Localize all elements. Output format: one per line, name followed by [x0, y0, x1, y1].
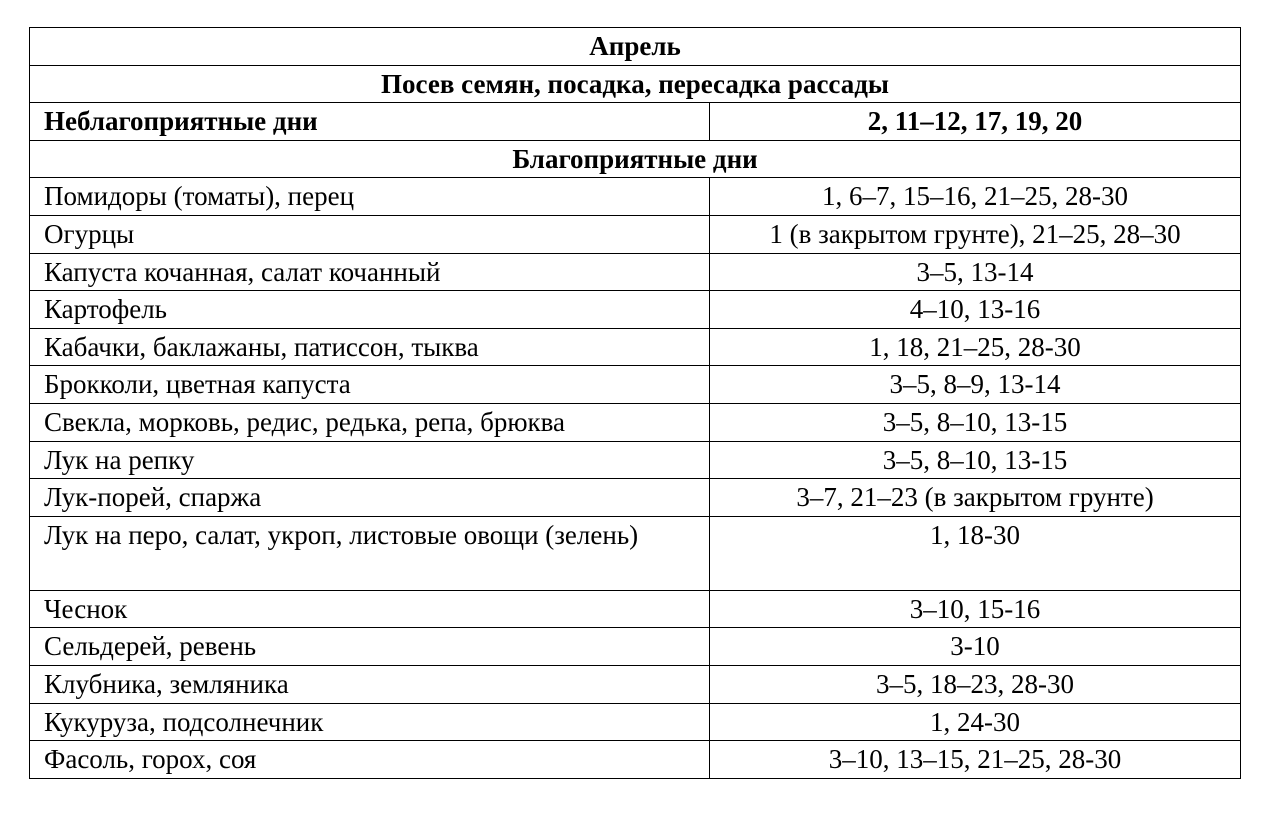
month-row — [30, 28, 1241, 66]
table-row — [30, 178, 1241, 216]
table-row — [30, 328, 1241, 366]
crop-days: 1, 6–7, 15–16, 21–25, 28-30 — [710, 178, 1241, 216]
crop-name: Огурцы — [30, 215, 710, 253]
crop-days: 3–5, 18–23, 28-30 — [710, 665, 1241, 703]
crop-name: Картофель — [30, 291, 710, 329]
crop-name: Помидоры (томаты), перец — [30, 178, 710, 216]
unfavorable-row — [30, 103, 1241, 141]
crop-name: Клубника, земляника — [30, 665, 710, 703]
crop-name: Брокколи, цветная капуста — [30, 366, 710, 404]
crop-days: 1, 18, 21–25, 28-30 — [710, 328, 1241, 366]
table-row — [30, 403, 1241, 441]
section-title: Посев семян, посадка, пересадка рассады — [30, 65, 1241, 103]
table-row — [30, 741, 1241, 779]
crop-days: 3–5, 13-14 — [710, 253, 1241, 291]
crop-name: Свекла, морковь, редис, редька, репа, брюква — [30, 403, 710, 441]
unfavorable-days: 2, 11–12, 17, 19, 20 — [710, 103, 1241, 141]
table-row — [30, 366, 1241, 404]
crop-name: Фасоль, горох, соя — [30, 741, 710, 779]
crop-days: 3–5, 8–10, 13-15 — [710, 441, 1241, 479]
crop-name: Кабачки, баклажаны, патиссон, тыква — [30, 328, 710, 366]
crop-days: 3–10, 15-16 — [710, 590, 1241, 628]
month-title: Апрель — [30, 28, 1241, 66]
section-row — [30, 65, 1241, 103]
crop-days: 1, 24-30 — [710, 703, 1241, 741]
table-row — [30, 516, 1241, 590]
crop-days: 4–10, 13-16 — [710, 291, 1241, 329]
favorable-header-row — [30, 140, 1241, 178]
table-row — [30, 215, 1241, 253]
crop-name: Лук-порей, спаржа — [30, 479, 710, 517]
crop-name: Лук на перо, салат, укроп, листовые овощи (зелень) — [30, 516, 710, 590]
table-row — [30, 703, 1241, 741]
crop-days: 3–10, 13–15, 21–25, 28-30 — [710, 741, 1241, 779]
table-row — [30, 253, 1241, 291]
crop-days: 3–5, 8–10, 13-15 — [710, 403, 1241, 441]
crop-name: Кукуруза, подсолнечник — [30, 703, 710, 741]
planting-calendar-table — [29, 27, 1241, 779]
favorable-header: Благоприятные дни — [30, 140, 1241, 178]
crop-name: Лук на репку — [30, 441, 710, 479]
crop-days: 1, 18-30 — [710, 516, 1241, 590]
table-row — [30, 628, 1241, 666]
crop-days: 3–5, 8–9, 13-14 — [710, 366, 1241, 404]
crop-name: Сельдерей, ревень — [30, 628, 710, 666]
crop-days: 3–7, 21–23 (в закрытом грунте) — [710, 479, 1241, 517]
table-row — [30, 590, 1241, 628]
unfavorable-label: Неблагоприятные дни — [30, 103, 710, 141]
crop-name: Чеснок — [30, 590, 710, 628]
table-row — [30, 479, 1241, 517]
crop-days: 1 (в закрытом грунте), 21–25, 28–30 — [710, 215, 1241, 253]
table-row — [30, 291, 1241, 329]
table-row — [30, 665, 1241, 703]
table-row — [30, 441, 1241, 479]
crop-days: 3-10 — [710, 628, 1241, 666]
crop-name: Капуста кочанная, салат кочанный — [30, 253, 710, 291]
